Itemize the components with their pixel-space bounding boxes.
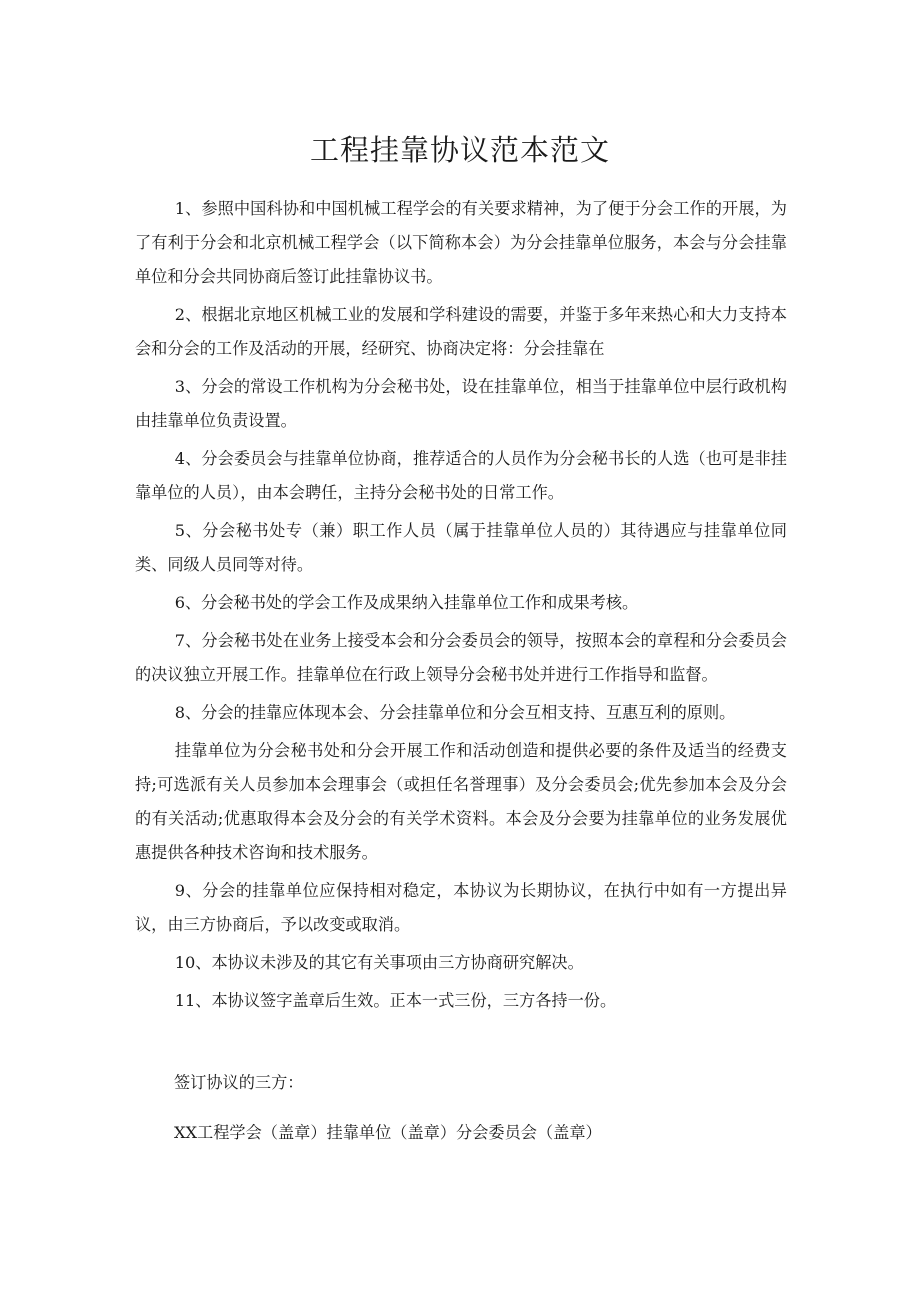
paragraph-5: 5、分会秘书处专（兼）职工作人员（属于挂靠单位人员的）其待遇应与挂靠单位同类、同级人员同等对待。 (135, 521, 787, 574)
paragraph-2: 2、根据北京地区机械工业的发展和学科建设的需要，并鉴于多年来热心和大力支持本会和分会的工作及活动的开展，经研究、协商决定将：分会挂靠在 (135, 305, 787, 358)
signing-section (174, 1066, 602, 1166)
signing-intro: 签订协议的三方： (174, 1073, 304, 1092)
paragraph-9: 9、分会的挂靠单位应保持相对稳定，本协议为长期协议，在执行中如有一方提出异议，由三方协商后，予以改变或取消。 (135, 881, 787, 934)
paragraph-4: 4、分会委员会与挂靠单位协商，推荐适合的人员作为分会秘书长的人选（也可是非挂靠单位的人员），由本会聘任，主持分会秘书处的日常工作。 (135, 449, 787, 502)
paragraph-10: 10、本协议未涉及的其它有关事项由三方协商研究解决。 (174, 953, 584, 972)
paragraph-3: 3、分会的常设工作机构为分会秘书处，设在挂靠单位，相当于挂靠单位中层行政机构由挂靠单位负责设置。 (135, 377, 787, 430)
paragraph-8: 8、分会的挂靠应体现本会、分会挂靠单位和分会互相支持、互惠互利的原则。 (174, 703, 736, 722)
document-body (135, 192, 787, 1022)
paragraph-11: 11、本协议签字盖章后生效。正本一式三份，三方各持一份。 (174, 991, 617, 1010)
signing-parties: XX工程学会（盖章）挂靠单位（盖章）分会委员会（盖章） (174, 1123, 602, 1142)
paragraph-6: 6、分会秘书处的学会工作及成果纳入挂靠单位工作和成果考核。 (174, 593, 639, 612)
document-title: 工程挂靠协议范本范文 (309, 133, 610, 167)
paragraph-7: 7、分会秘书处在业务上接受本会和分会委员会的领导，按照本会的章程和分会委员会的决议独立开展工作。挂靠单位在行政上领导分会秘书处并进行工作指导和监督。 (135, 631, 787, 684)
paragraph-1: 1、参照中国科协和中国机械工程学会的有关要求精神，为了便于分会工作的开展，为了有利于分会和北京机械工程学会（以下简称本会）为分会挂靠单位服务，本会与分会挂靠单位和分会共同协商后签订此挂靠协议书。 (135, 199, 787, 286)
paragraph-8-detail: 挂靠单位为分会秘书处和分会开展工作和活动创造和提供必要的条件及适当的经费支持;可选派有关人员参加本会理事会（或担任名誉理事）及分会委员会;优先参加本会及分会的有关活动;优惠取得本会及分会的有关学术资料。本会及分会要为挂靠单位的业务发展优惠提供各种技术咨询和技术服务。 (135, 741, 787, 862)
